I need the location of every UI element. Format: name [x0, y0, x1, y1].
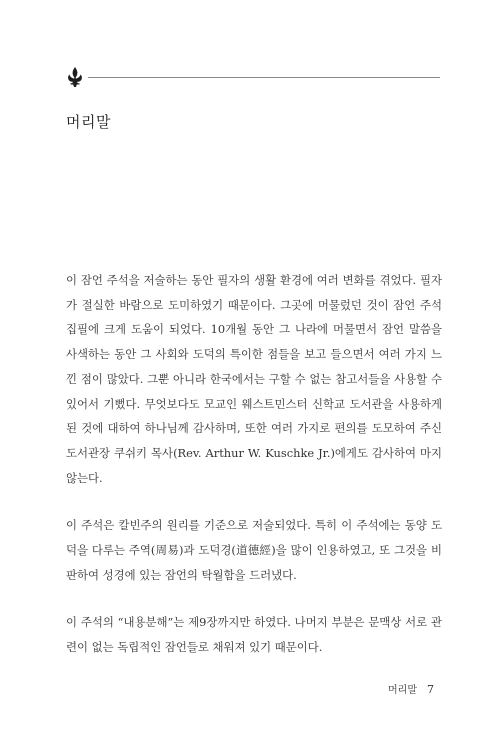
- body-text: [66, 268, 442, 683]
- header-ornament: [66, 66, 440, 88]
- page-number: 7: [427, 683, 434, 696]
- fleur-de-lis-icon: [66, 66, 84, 88]
- paragraph: 이 잠언 주석을 저술하는 동안 필자의 생활 환경에 여러 변화를 겪었다. 필자가 절실한 바람으로 도미하였기 때문이다. 그곳에 머물렀던 것이 잠언 주석 집필에 크게 도움이 되었다. 10개월 동안 그 나라에 머물면서 잠언 말씀을 사색하는 동안 그 사회와 도덕의 특이한 점들을 보고 들으면서 여러 가지 느낀 점이 많았다. 그뿐 아니라 한국에서는 구할 수 없는 참고서들을 사용할 수 있어서 기뻤다. 무엇보다도 모교인 웨스트민스터 신학교 도서관을 사용하게 된 것에 대하여 하나님께 감사하며, 또한 여러 가지로 편의를 도모하여 주신 도서관장 쿠쉬키 목사(Rev. Arthur W. Kuschke Jr.)에게도 감사하여 마지않는다.: [66, 273, 442, 485]
- header-rule: [88, 77, 440, 78]
- paragraph: 이 주석의 “내용분해”는 제9장까지만 하였다. 나머지 부분은 문맥상 서로 관련이 없는 독립적인 잠언들로 채워져 있기 때문이다.: [66, 615, 442, 655]
- page-heading: 머리말: [66, 113, 111, 131]
- page-footer: [388, 681, 434, 696]
- running-title: 머리말: [388, 685, 417, 696]
- paragraph: 이 주석은 칼빈주의 원리를 기준으로 저술되었다. 특히 이 주석에는 동양 도덕을 다루는 주역(周易)과 도덕경(道德經)을 많이 인용하였고, 또 그것을 비판하여 성경에 있는 잠언의 탁월함을 드러냈다.: [66, 518, 442, 582]
